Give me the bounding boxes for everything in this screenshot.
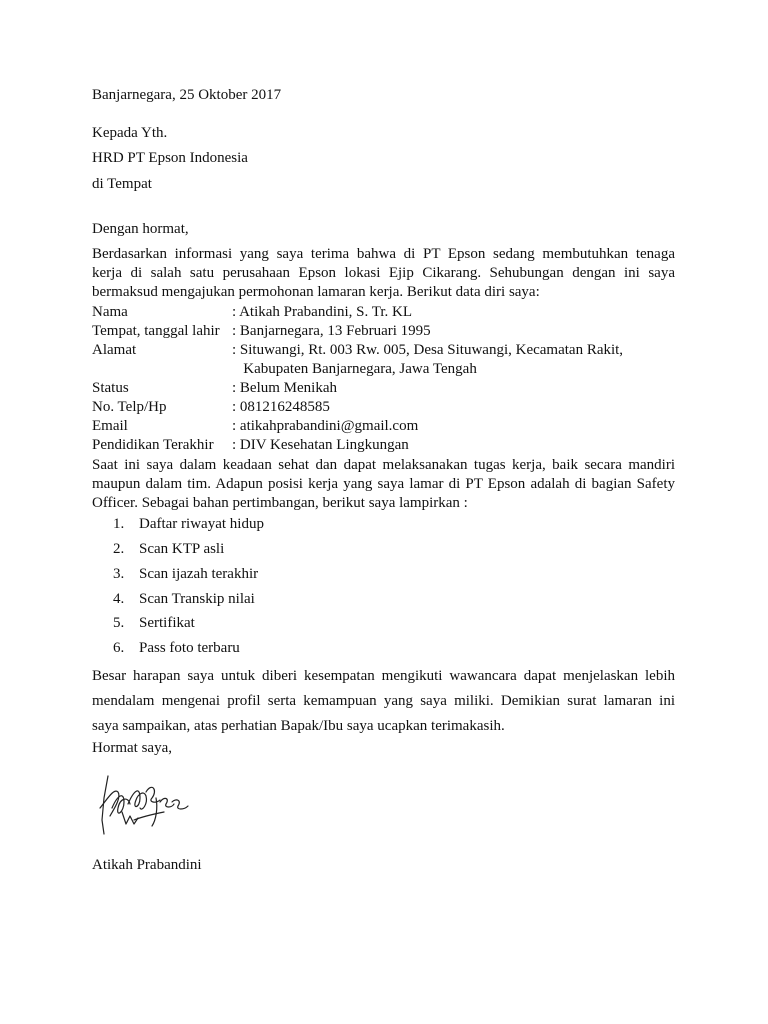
recipient-line-1: Kepada Yth.: [92, 125, 168, 141]
list-item: [113, 565, 258, 584]
list-item: [113, 614, 195, 633]
data-value: : atikahprabandini@gmail.com: [232, 418, 419, 434]
valediction: Hormat saya,: [92, 740, 172, 756]
list-text: Scan ijazah terakhir: [139, 566, 259, 582]
signatory-name: Atikah Prabandini: [92, 857, 202, 873]
data-label: Alamat: [92, 342, 137, 358]
closing-line: saya sampaikan, atas perhatian Bapak/Ibu saya ucapkan terimakasih.: [92, 718, 505, 734]
data-label: Email: [92, 418, 128, 434]
data-value: : Belum Menikah: [232, 380, 337, 396]
place-date: Banjarnegara, 25 Oktober 2017: [92, 87, 282, 103]
closing-line: mendalam mengenai profil serta kemampuan yang saya miliki. Demikian surat lamaran ini: [92, 693, 675, 709]
list-item: [113, 515, 264, 534]
body-line: maupun dalam tim. Adapun posisi kerja yang saya lamar di PT Epson adalah di bagian Safety: [92, 476, 675, 492]
body-line: Officer. Sebagai bahan pertimbangan, berikut saya lampirkan :: [92, 495, 468, 511]
recipient-line-2: HRD PT Epson Indonesia: [92, 150, 248, 166]
data-value: : Banjarnegara, 13 Februari 1995: [232, 323, 431, 339]
data-value: : DIV Kesehatan Lingkungan: [232, 437, 409, 453]
data-value: Kabupaten Banjarnegara, Jawa Tengah: [232, 361, 477, 377]
list-number: 6.: [113, 640, 125, 656]
list-text: Daftar riwayat hidup: [139, 516, 264, 532]
data-label: Nama: [92, 304, 128, 320]
list-number: 4.: [113, 591, 125, 607]
list-number: 2.: [113, 541, 125, 557]
list-number: 3.: [113, 566, 125, 582]
salutation: Dengan hormat,: [92, 221, 189, 237]
data-value: : Atikah Prabandini, S. Tr. KL: [232, 304, 413, 320]
data-label: No. Telp/Hp: [92, 399, 167, 415]
intro-line: kerja di salah satu perusahaan Epson lokasi Ejip Cikarang. Sehubungan dengan ini saya: [92, 265, 675, 281]
data-value: : 081216248585: [232, 399, 330, 415]
data-label: Tempat, tanggal lahir: [92, 323, 220, 339]
body-line: Saat ini saya dalam keadaan sehat dan dapat melaksanakan tugas kerja, baik secara mandiri: [92, 457, 675, 473]
data-label: Status: [92, 380, 129, 396]
list-item: [113, 590, 255, 609]
list-number: 5.: [113, 615, 125, 631]
intro-line: bermaksud mengajukan permohonan lamaran kerja. Berikut data diri saya:: [92, 284, 540, 300]
list-text: Scan Transkip nilai: [139, 591, 255, 607]
list-text: Scan KTP asli: [139, 541, 225, 557]
list-text: Pass foto terbaru: [139, 640, 240, 656]
signature-image: [94, 768, 194, 838]
closing-paragraph: [92, 664, 675, 739]
recipient-line-3: di Tempat: [92, 176, 152, 192]
list-item: [113, 540, 224, 559]
list-item: [113, 639, 240, 658]
intro-paragraph: [92, 245, 675, 302]
closing-line: Besar harapan saya untuk diberi kesempatan mengikuti wawancara dapat menjelaskan lebih: [92, 668, 675, 684]
list-number: 1.: [113, 516, 125, 532]
list-text: Sertifikat: [139, 615, 195, 631]
intro-line: Berdasarkan informasi yang saya terima bahwa di PT Epson sedang membutuhkan tenaga: [92, 246, 675, 262]
body-paragraph: [92, 456, 675, 513]
data-value: : Situwangi, Rt. 003 Rw. 005, Desa Situwangi, Kecamatan Rakit,: [232, 342, 624, 358]
data-label: Pendidikan Terakhir: [92, 437, 214, 453]
